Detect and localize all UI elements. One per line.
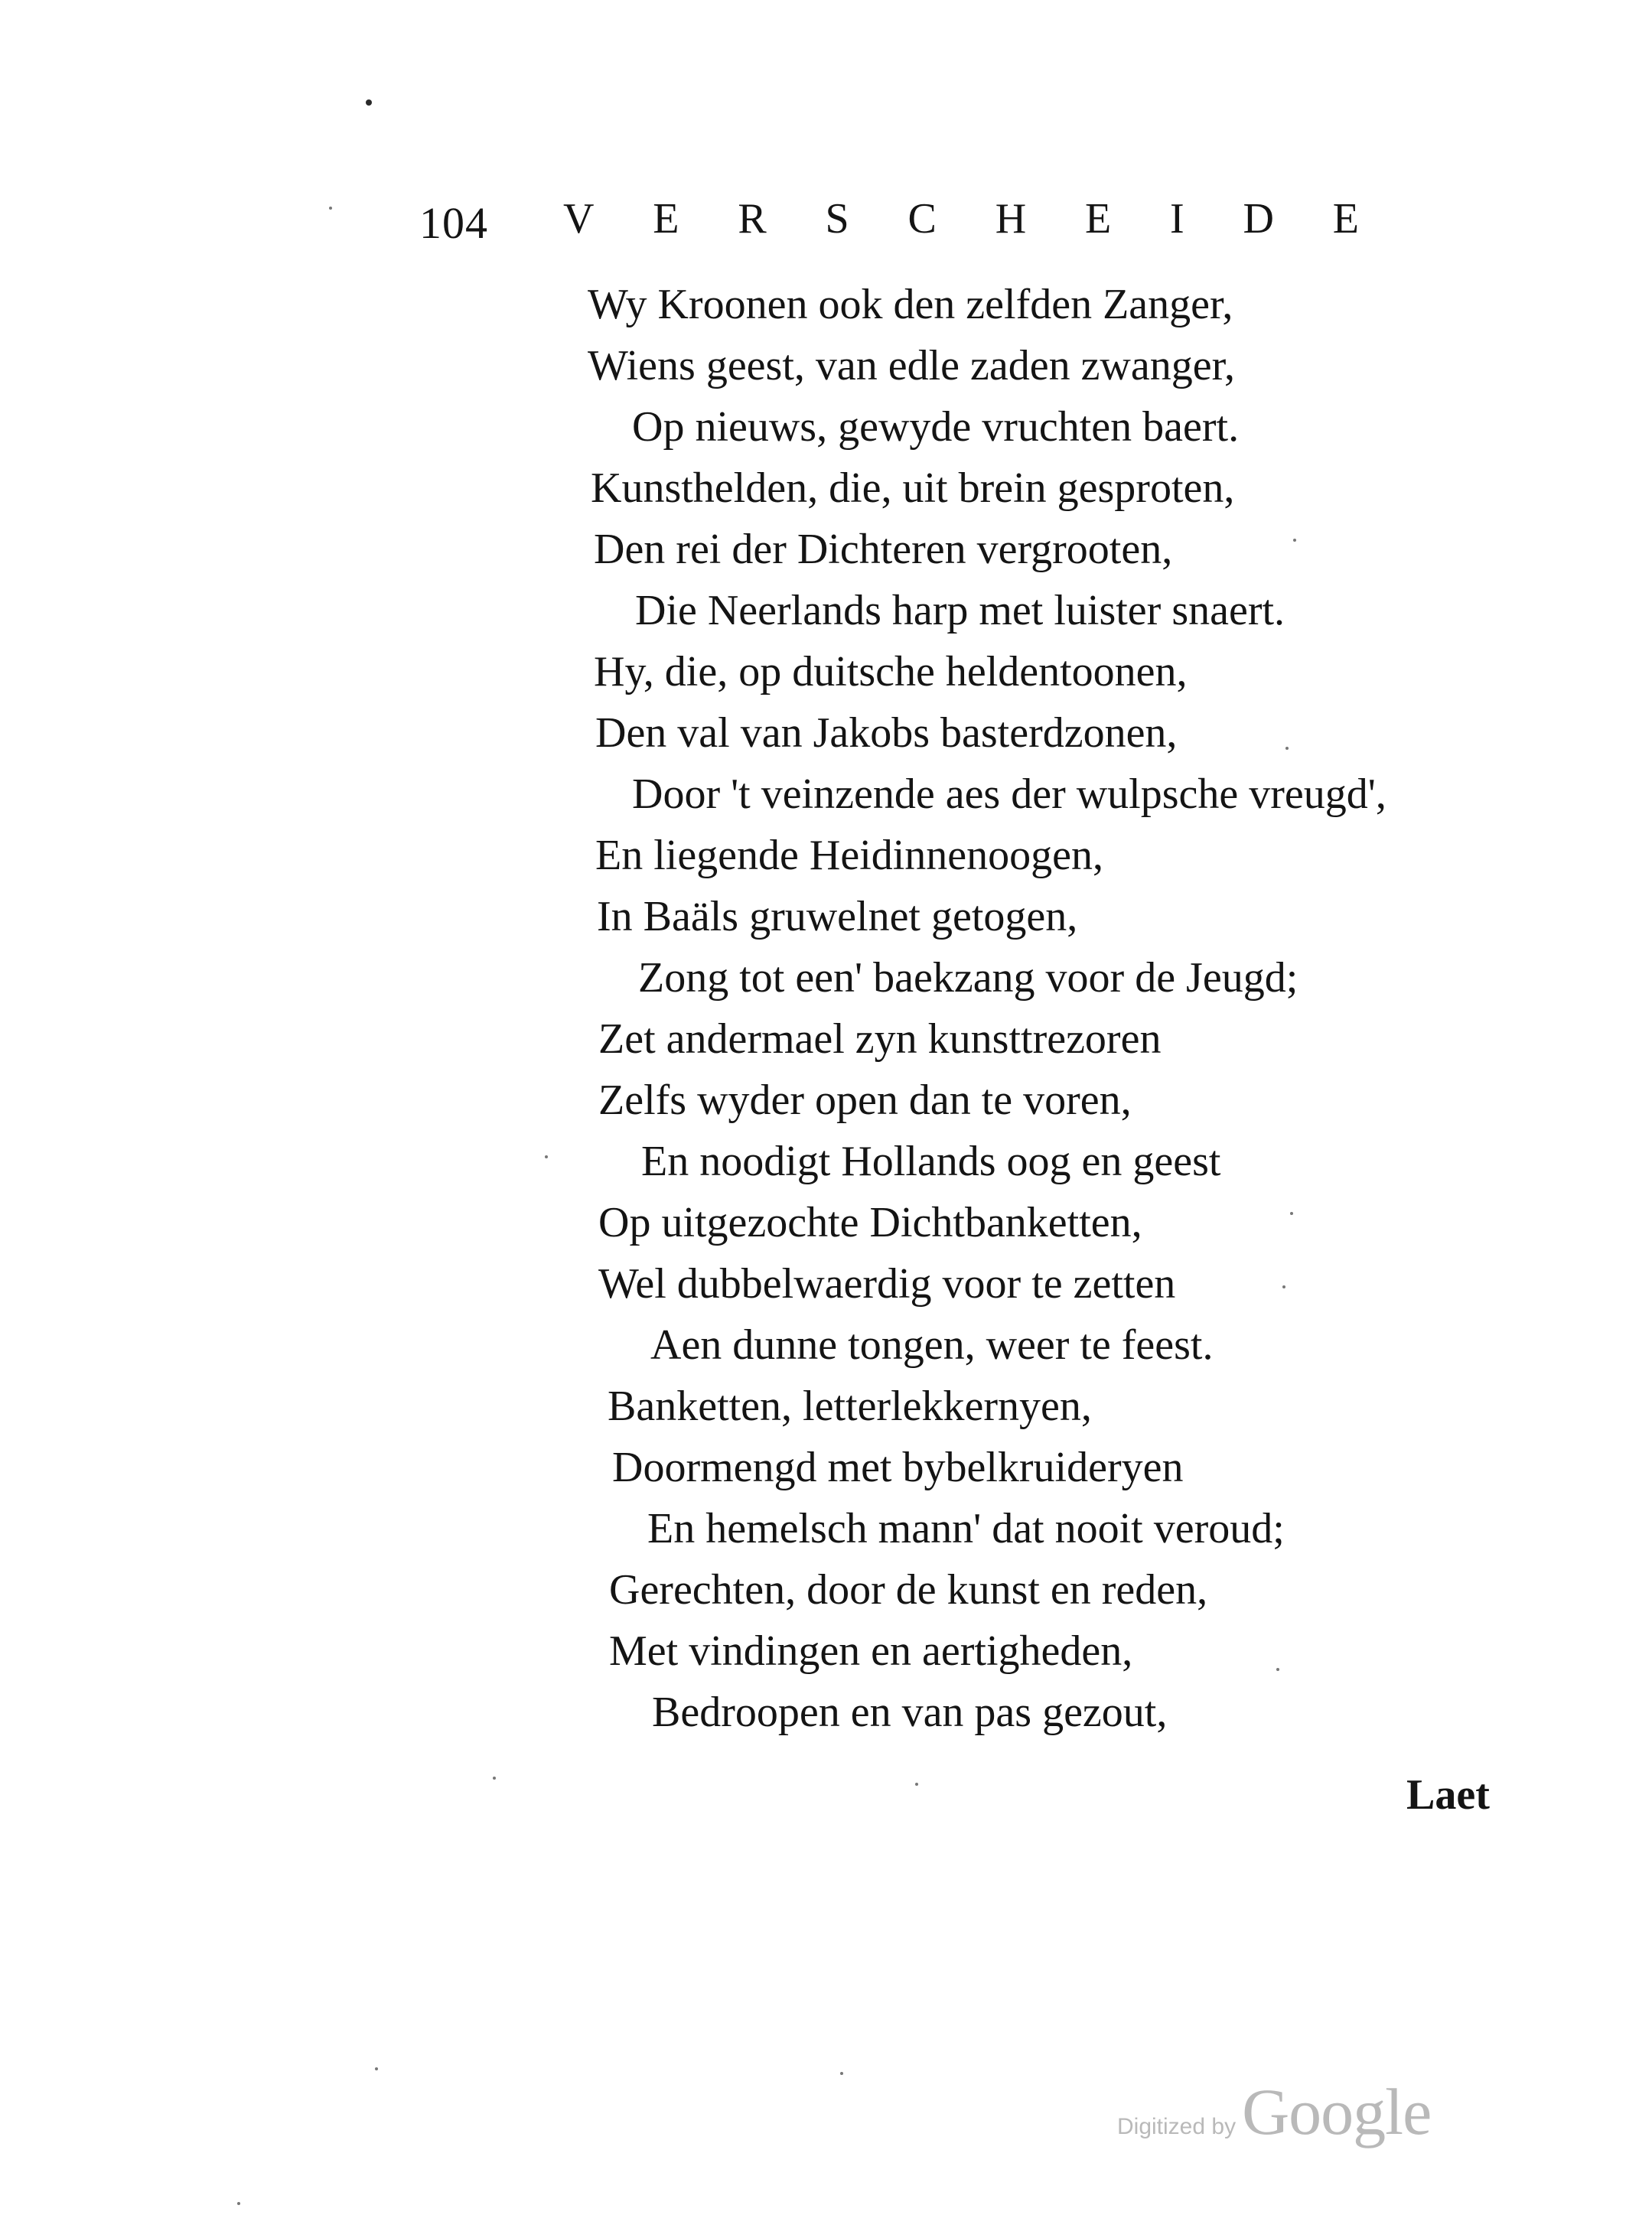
verse-line: Den rei der Dichteren vergrooten, (594, 526, 1173, 573)
scan-speck (840, 2072, 843, 2075)
watermark-prefix: Digitized by (1117, 2114, 1237, 2139)
verse-line: Gerechten, door de kunst en reden, (609, 1566, 1208, 1614)
scan-speck (375, 2067, 378, 2070)
scan-speck (1276, 1668, 1279, 1671)
page-number: 104 (419, 198, 488, 248)
verse-line: Door 't veinzende aes der wulpsche vreugd', (632, 770, 1386, 818)
verse-line: Zong tot een' baekzang voor de Jeugd; (638, 954, 1298, 1002)
verse-line: Die Neerlands harp met luister snaert. (635, 587, 1285, 634)
verse-line: En liegende Heidinnenoogen, (595, 832, 1104, 879)
scan-speck (366, 99, 372, 106)
running-head-letter: I (1170, 195, 1184, 243)
verse-line: Den val van Jakobs basterdzonen, (595, 709, 1178, 757)
verse-line: Wy Kroonen ook den zelfden Zanger, (588, 281, 1233, 328)
verse-line: Aen dunne tongen, weer te feest. (650, 1321, 1214, 1369)
verse-line: Op nieuws, gewyde vruchten baert. (632, 403, 1240, 451)
verse-line: Zet andermael zyn kunsttrezoren (598, 1015, 1162, 1063)
verse-line: Wiens geest, van edle zaden zwanger, (588, 342, 1235, 389)
verse-line: Wel dubbelwaerdig voor te zetten (598, 1260, 1176, 1308)
verse-line: Op uitgezochte Dichtbanketten, (598, 1199, 1142, 1246)
verse-line: Kunsthelden, die, uit brein gesproten, (591, 464, 1235, 512)
catchword: Laet (1406, 1771, 1490, 1819)
digitized-by-google-watermark (1117, 2073, 1431, 2150)
scan-speck (1290, 1212, 1293, 1215)
running-head-letter: S (825, 195, 849, 243)
verse-line: Hy, die, op duitsche heldentoonen, (594, 648, 1188, 695)
verse-line: En noodigt Hollands oog en geest (641, 1138, 1221, 1185)
running-head-letter: E (1084, 195, 1112, 243)
running-head-letter: D (1243, 195, 1274, 243)
verse-line: En hemelsch mann' dat nooit veroud; (647, 1505, 1285, 1552)
google-logo: Google (1242, 2075, 1432, 2148)
scan-speck (1282, 1285, 1285, 1288)
scan-speck (1285, 747, 1289, 750)
running-head-letter: R (738, 195, 767, 243)
running-head-letter: V (563, 195, 595, 243)
verse-line: In Baäls gruwelnet getogen, (597, 893, 1078, 940)
scan-speck (493, 1777, 496, 1780)
verse-line: Bedroopen en van pas gezout, (652, 1689, 1168, 1736)
verse-line: Banketten, letterlekkernyen, (608, 1383, 1092, 1430)
scan-speck (329, 207, 332, 210)
verse-line: Zelfs wyder open dan te voren, (598, 1077, 1132, 1124)
running-head-letter: H (995, 195, 1027, 243)
running-head-letter: C (907, 195, 937, 243)
scan-speck (545, 1155, 548, 1158)
running-head-letter: E (653, 195, 679, 243)
scan-speck (915, 1783, 918, 1786)
scan-speck (237, 2202, 240, 2205)
running-head-letter: E (1332, 195, 1359, 243)
verse-line: Met vindingen en aertigheden, (609, 1627, 1133, 1675)
scan-speck (1293, 539, 1296, 542)
verse-line: Doormengd met bybelkruideryen (612, 1444, 1184, 1491)
